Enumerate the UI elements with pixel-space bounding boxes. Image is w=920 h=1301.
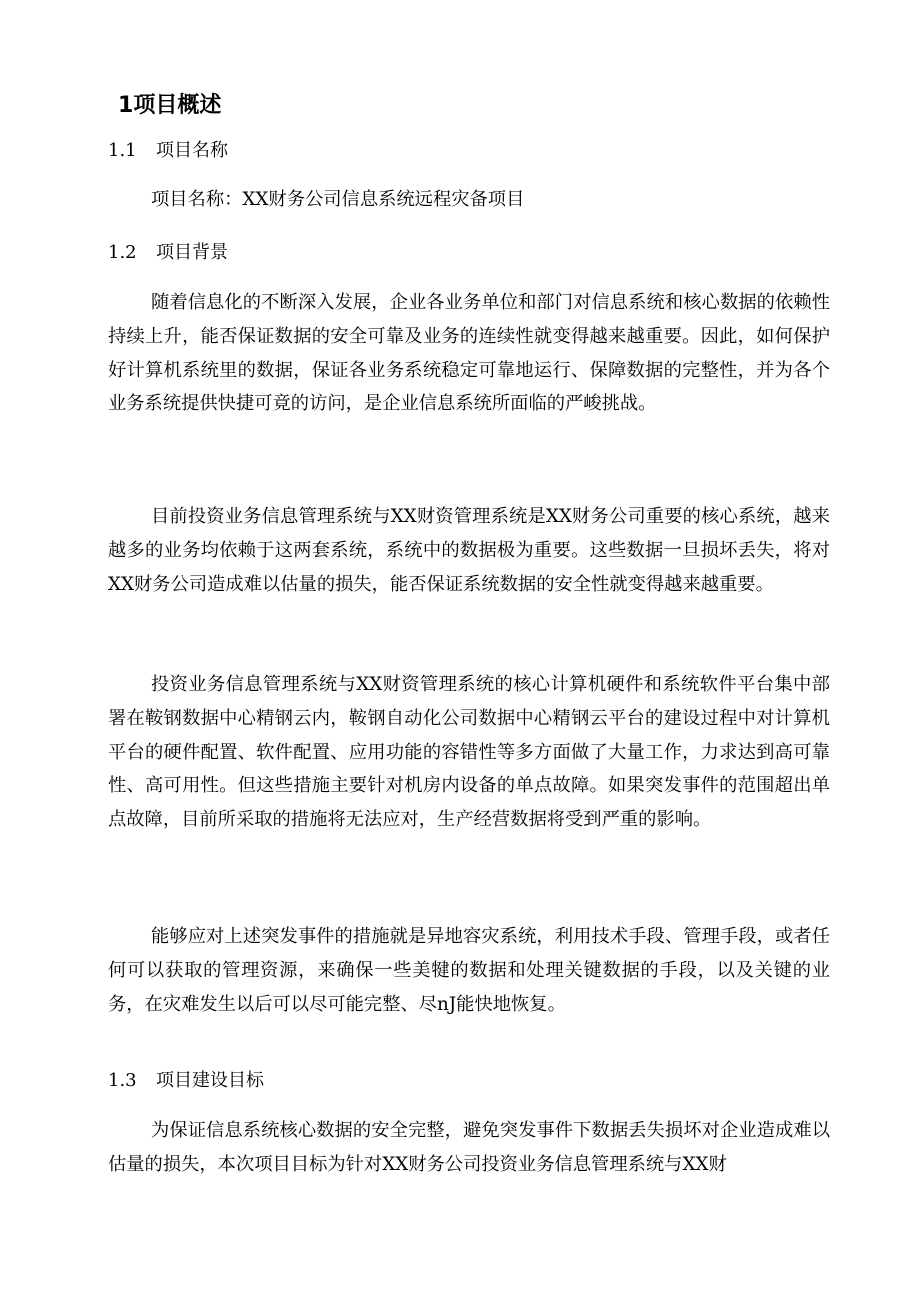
section-number: 1.3 [108, 1070, 137, 1091]
project-name-paragraph: 项目名称：XX财务公司信息系统远程灾备项目 [151, 189, 525, 210]
chapter-number: 1 [118, 93, 134, 118]
background-paragraph-2: 目前投资业务信息管理系统与XX财资管理系统是XX财务公司重要的核心系统，越来越多的业务均依赖于这两套系统，系统中的数据极为重要。这些数据一旦损坏丢失，将对XX财务公司造成难以估量的损失，能否保证系统数据的安全性就变得越来越重要。 [108, 506, 830, 595]
chapter-title: 项目概述 [133, 93, 222, 118]
goal-paragraph: 为保证信息系统核心数据的安全完整，避免突发事件下数据丢失损坏对企业造成难以估量的损失，本次项目目标为针对XX财务公司投资业务信息管理系统与XX财 [108, 1120, 830, 1175]
background-paragraph-1: 随着信息化的不断深入发展，企业各业务单位和部门对信息系统和核心数据的依赖性持续上升，能否保证数据的安全可靠及业务的连续性就变得越来越重要。因此，如何保护好计算机系统里的数据，保证各业务系统稳定可靠地运行、保障数据的完整性，并为各个业务系统提供快捷可竟的访问，是企业信息系统所面临的严峻挑战。 [108, 292, 830, 415]
chapter-heading [118, 92, 221, 120]
background-paragraph-4: 能够应对上述突发事件的措施就是异地容灾系统，利用技术手段、管理手段，或者任何可以获取的管理资源，来确保一些美犍的数据和处理关键数据的手段，以及关键的业务，在灾难发生以后可以尽可能完整、尽nJ能快地恢复。 [108, 926, 830, 1015]
section-heading-1-2 [108, 241, 228, 265]
section-heading-1-1 [108, 139, 228, 163]
section-heading-1-3 [108, 1069, 264, 1093]
section-number: 1.2 [108, 242, 137, 263]
section-number: 1.1 [108, 140, 137, 161]
section-title: 项目建设目标 [156, 1070, 264, 1091]
section-title: 项目名称 [156, 140, 228, 161]
section-title: 项目背景 [156, 242, 228, 263]
background-paragraph-3: 投资业务信息管理系统与XX财资管理系统的核心计算机硬件和系统软件平台集中部署在鞍钢数据中心精钢云内，鞍钢自动化公司数据中心精钢云平台的建设过程中对计算机平台的硬件配置、软件配置、应用功能的容错性等多方面做了大量工作，力求达到高可靠性、高可用性。但这些措施主要针对机房内设备的单点故障。如果突发事件的范围超出单点故障，目前所采取的措施将无法应对，生产经营数据将受到严重的影响。 [108, 674, 830, 831]
